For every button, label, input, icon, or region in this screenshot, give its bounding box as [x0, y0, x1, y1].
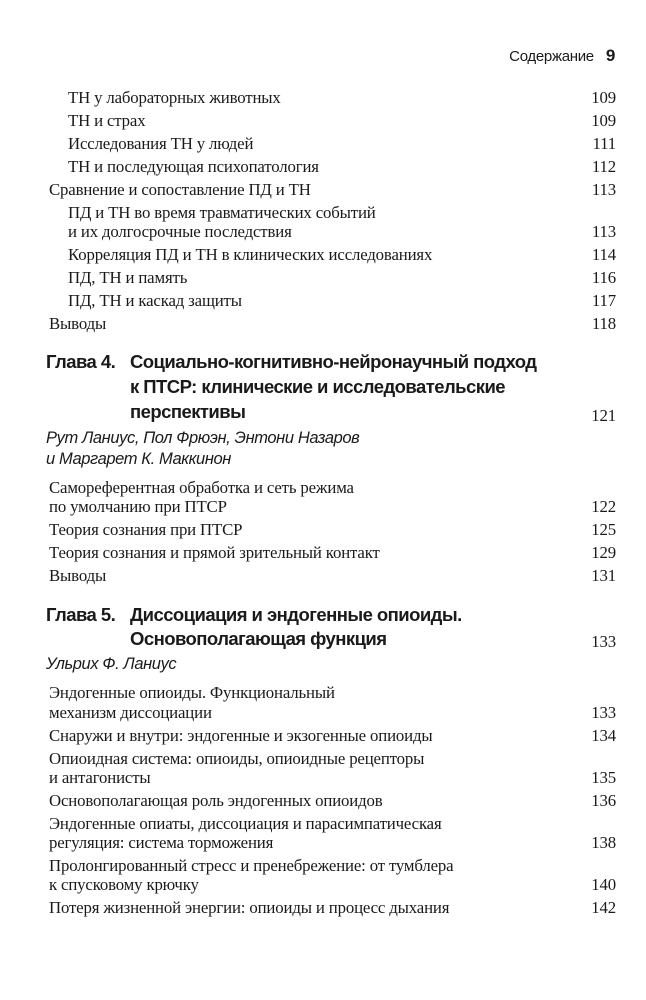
toc-page-number: 117 — [591, 291, 616, 310]
chapter-title-line: перспективы — [130, 401, 246, 422]
chapter-authors: Ульрих Ф. Ланиус — [46, 655, 177, 673]
toc-page-number: 131 — [591, 566, 616, 585]
toc-page-number: 113 — [591, 222, 616, 241]
running-header-title: Содержание — [509, 48, 594, 65]
toc-entry: Опиоидная система: опиоиды, опиоидные рецепторы — [49, 749, 425, 768]
toc-page-number: 138 — [591, 833, 616, 852]
toc-entry: Снаружи и внутри: эндогенные и экзогенные опиоиды 134 — [49, 726, 616, 745]
toc-entry: Исследования ТН у людей 111 — [68, 134, 616, 153]
toc-entry: ТН и страх 109 — [68, 111, 616, 130]
chapter-title-line: Основополагающая функция — [130, 628, 387, 649]
toc-entry: ТН у лабораторных животных 109 — [68, 88, 616, 107]
toc-page-number: 111 — [592, 134, 616, 153]
toc-entry-continued: и антагонисты 135 — [49, 768, 616, 787]
toc-page-number: 125 — [591, 520, 616, 539]
toc-page-number: 142 — [591, 898, 616, 917]
toc-entry-continued: регуляция: система торможения 138 — [49, 833, 616, 852]
toc-entry: ПД, ТН и каскад защиты 117 — [68, 291, 616, 310]
toc-page-number: 133 — [591, 703, 616, 722]
chapter-label: Глава 5. — [46, 604, 116, 625]
toc-entry: ПД, ТН и память 116 — [68, 268, 616, 287]
toc-entry: Теория сознания при ПТСР 125 — [49, 520, 616, 539]
toc-entry-continued: по умолчанию при ПТСР 122 — [49, 497, 616, 516]
toc-entry: ПД и ТН во время травматических событий — [68, 203, 376, 222]
toc-entry: Пролонгированный стресс и пренебрежение: от тумблера — [49, 856, 454, 875]
running-header — [509, 46, 615, 66]
toc-entry: Эндогенные опиаты, диссоциация и парасимпатическая — [49, 814, 442, 833]
toc-entry-continued: к спусковому крючку 140 — [49, 875, 616, 894]
toc-entry: Сравнение и сопоставление ПД и ТН 113 — [49, 180, 616, 199]
toc-page-number: 135 — [591, 768, 616, 787]
toc-page-number: 112 — [591, 157, 616, 176]
toc-page-number: 129 — [591, 543, 616, 562]
toc-page-number: 136 — [591, 791, 616, 810]
chapter-label: Глава 4. — [46, 351, 116, 372]
chapter-title-line: Диссоциация и эндогенные опиоиды. — [130, 604, 462, 625]
toc-page-number: 113 — [591, 180, 616, 199]
toc-entry: Самореферентная обработка и сеть режима — [49, 478, 354, 497]
toc-entry: Выводы 118 — [49, 314, 616, 333]
chapter-heading — [46, 350, 616, 373]
toc-page-number: 109 — [591, 88, 616, 107]
toc-page-number: 114 — [591, 245, 616, 264]
toc-entry: Основополагающая роль эндогенных опиоидов 136 — [49, 791, 616, 810]
toc-page-number: 116 — [591, 268, 616, 287]
toc-entry: Эндогенные опиоиды. Функциональный — [49, 683, 335, 702]
toc-entry: Теория сознания и прямой зрительный контакт 129 — [49, 543, 616, 562]
toc-entry: Потеря жизненной энергии: опиоиды и процесс дыхания 142 — [49, 898, 616, 917]
toc-page-number: 134 — [591, 726, 616, 745]
toc-entry-continued: и их долгосрочные последствия 113 — [68, 222, 616, 241]
chapter-authors: и Маргарет К. Маккинон — [46, 450, 231, 468]
chapter-heading — [46, 603, 616, 626]
toc-page-number: 133 — [591, 632, 616, 651]
toc-page-number: 118 — [591, 314, 616, 333]
chapter-authors: Рут Ланиус, Пол Фрюэн, Энтони Назаров — [46, 429, 360, 447]
toc-entry: Выводы 131 — [49, 566, 616, 585]
toc-page-number: 109 — [591, 111, 616, 130]
toc-entry: Корреляция ПД и ТН в клинических исследованиях 114 — [68, 245, 616, 264]
chapter-title-line: к ПТСР: клинические и исследовательские — [130, 376, 505, 397]
chapter-title-line: Социально-когнитивно-нейронаучный подход — [130, 351, 537, 372]
toc-page-number: 140 — [591, 875, 616, 894]
page-number: 9 — [605, 46, 615, 65]
toc-page-number: 122 — [591, 497, 616, 516]
toc-entry-continued: механизм диссоциации 133 — [49, 703, 616, 722]
toc-entry: ТН и последующая психопатология 112 — [68, 157, 616, 176]
toc-page-number: 121 — [591, 406, 616, 425]
